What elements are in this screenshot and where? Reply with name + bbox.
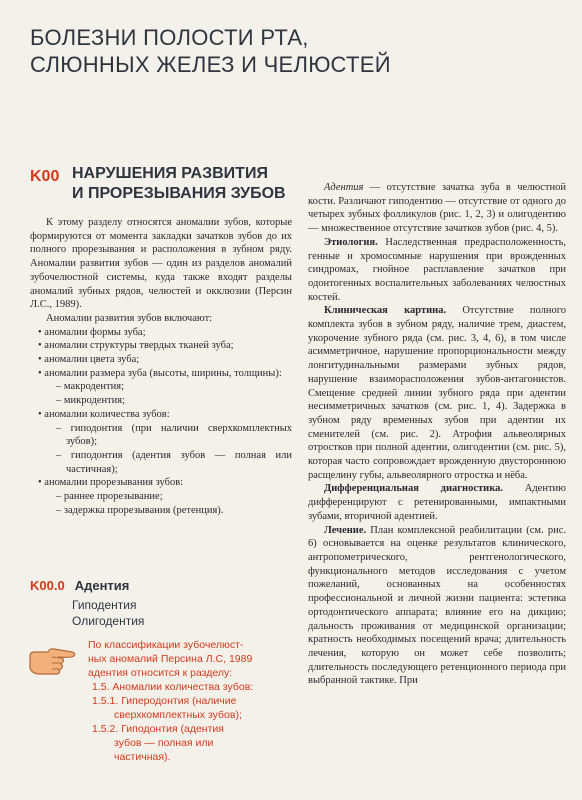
etiology-paragraph <box>308 236 566 305</box>
section-title <box>72 164 302 204</box>
chapter-title <box>30 24 550 78</box>
list-subitem: – гиподонтия (адентия зубов — полная или частичная); <box>56 449 292 475</box>
list-item: • аномалии цвета зуба; <box>38 354 140 366</box>
list-subitem: – гиподонтия (при наличии сверхкомплектных зубов); <box>56 422 292 448</box>
treatment-heading: Лечение. <box>324 524 367 536</box>
list-item: • аномалии прорезывания зубов: <box>38 477 184 489</box>
list-subitem: – раннее прорезывание; <box>56 491 163 503</box>
subsection-code: K00.0 <box>30 578 65 593</box>
left-column <box>30 216 292 517</box>
diagnosis-heading: Дифференциальная диагностика. <box>324 483 503 495</box>
classification-note <box>88 638 298 764</box>
note-item-cont: частичная). <box>114 751 171 763</box>
subsection-name: Адентия <box>74 578 130 593</box>
section-title-line-2: И ПРОРЕЗЫВАНИЯ ЗУБОВ <box>72 185 286 202</box>
list-item: • аномалии количества зубов: <box>38 408 170 420</box>
clinical-text: Отсутствие полного комплекта зубов в зубном ряду, наличие трем, диастем, укорочение зубного ряда (см. рис. 3, 4, 6), в том числе асимметричное, нарушение пропорциональности между лонгитудинальными размерами зубных рядов, нарушение взаиморасположения зубов-антагонистов. Смещение средней линии зубного ряда при адентии несимметричных зачатков (см. рис. 1, 4). Задержка в зубном ряду временных зубов при адентии их сменителей (см. рис. 2). Атрофия альвеолярных отростков при полной адентии, олигодентии (см. рис. 5), которая часто сопровождает врожденную двустороннюю расщелину губы, альвеолярного отростка и нёба. <box>308 305 566 481</box>
list-item: • аномалии размера зуба (высоты, ширины, толщины): <box>38 367 282 379</box>
pointing-hand-icon <box>28 642 76 678</box>
note-line: ных аномалий Персина Л.С, 1989 <box>88 653 253 665</box>
diagnosis-paragraph <box>308 482 566 523</box>
note-line: По классификации зубочелюст- <box>88 639 244 651</box>
section-title-line-1: НАРУШЕНИЯ РАЗВИТИЯ <box>72 165 268 182</box>
chapter-title-line-1: БОЛЕЗНИ ПОЛОСТИ РТА, <box>30 25 309 50</box>
definition-paragraph <box>308 181 566 236</box>
etiology-heading: Этиология. <box>324 236 378 248</box>
list-item: • аномалии структуры твердых тканей зуба; <box>38 340 234 352</box>
note-item-cont: сверхкомплектных зубов); <box>114 709 242 721</box>
right-column <box>308 181 566 688</box>
note-item-cont: зубов — полная или <box>114 737 214 749</box>
treatment-text: План комплексной реабилитации (см. рис. 6) основывается на оценке результатов клинического, антропометрического, рентгенологического, функционального методов исследования с учетом пожеланий, основанных на особенностях профессиональной и личной жизни пациента: эстетика ортодонтического аппарата; влияние его на дикцию; дальность проживания от медицинской организации; кратность необходимых посещений врача; длительность лечения, которую он может себе позволить; длительность последующего ретенционного периода при выбранной тактике. При <box>308 524 566 687</box>
etiology-text: Наследственная предрасположенность, генные и хромосомные нарушения при врожденных синдромах, гнойное расплавление зачатков при одонтогенных воспалительных заболеваниях челюстных костей. <box>308 236 566 303</box>
clinical-paragraph <box>308 304 566 482</box>
note-item: 1.5. Аномалии количества зубов: <box>92 681 254 693</box>
term-item: Олигодентия <box>72 614 145 628</box>
note-item: 1.5.2. Гиподонтия (адентия <box>92 723 224 735</box>
diagnosis-text: Адентию дифференцируют с ретенированными, импактными зубами, вторичной адентией. <box>308 483 566 522</box>
subsection-heading <box>30 578 129 593</box>
list-intro: Аномалии развития зубов включают: <box>46 312 213 324</box>
synonym-terms <box>72 597 144 629</box>
term-item: Гиподентия <box>72 598 137 612</box>
section-code: K00 <box>30 168 60 185</box>
anomaly-list <box>30 326 292 518</box>
note-line: адентия относится к разделу: <box>88 667 233 679</box>
note-item: 1.5.1. Гиперодонтия (наличие <box>92 695 237 707</box>
list-subitem: – задержка прорезывания (ретенция). <box>56 504 224 516</box>
definition-text: — отсутствие зачатка зуба в челюстной кости. Различают гиподентию — отсутствие от одного до четырех зубных фолликулов (рис. 1, 2, 3) и олигодентию — множественное отсутствие зачатков зубов (рис. 4, 5). <box>308 182 566 235</box>
term-adentia: Адентия <box>324 182 364 193</box>
chapter-title-line-2: СЛЮННЫХ ЖЕЛЕЗ И ЧЕЛЮСТЕЙ <box>30 52 391 77</box>
clinical-heading: Клиническая картина. <box>324 305 447 317</box>
list-subitem: – микродентия; <box>56 395 126 407</box>
list-item: • аномалии формы зуба; <box>38 326 146 338</box>
list-subitem: – макродентия; <box>56 381 124 393</box>
treatment-paragraph <box>308 524 566 688</box>
intro-paragraph: К этому разделу относятся аномалии зубов, которые формируются от момента закладки зачатков зубов до их полного прорезывания и расположения в зубном ряду. Аномалии развития зубов — один из разделов аномалий зубочелюстной системы, куда также входят разделы аномалий зубных рядов, челюстей и окклюзии (Персин Л.С., 1989). <box>30 217 292 311</box>
